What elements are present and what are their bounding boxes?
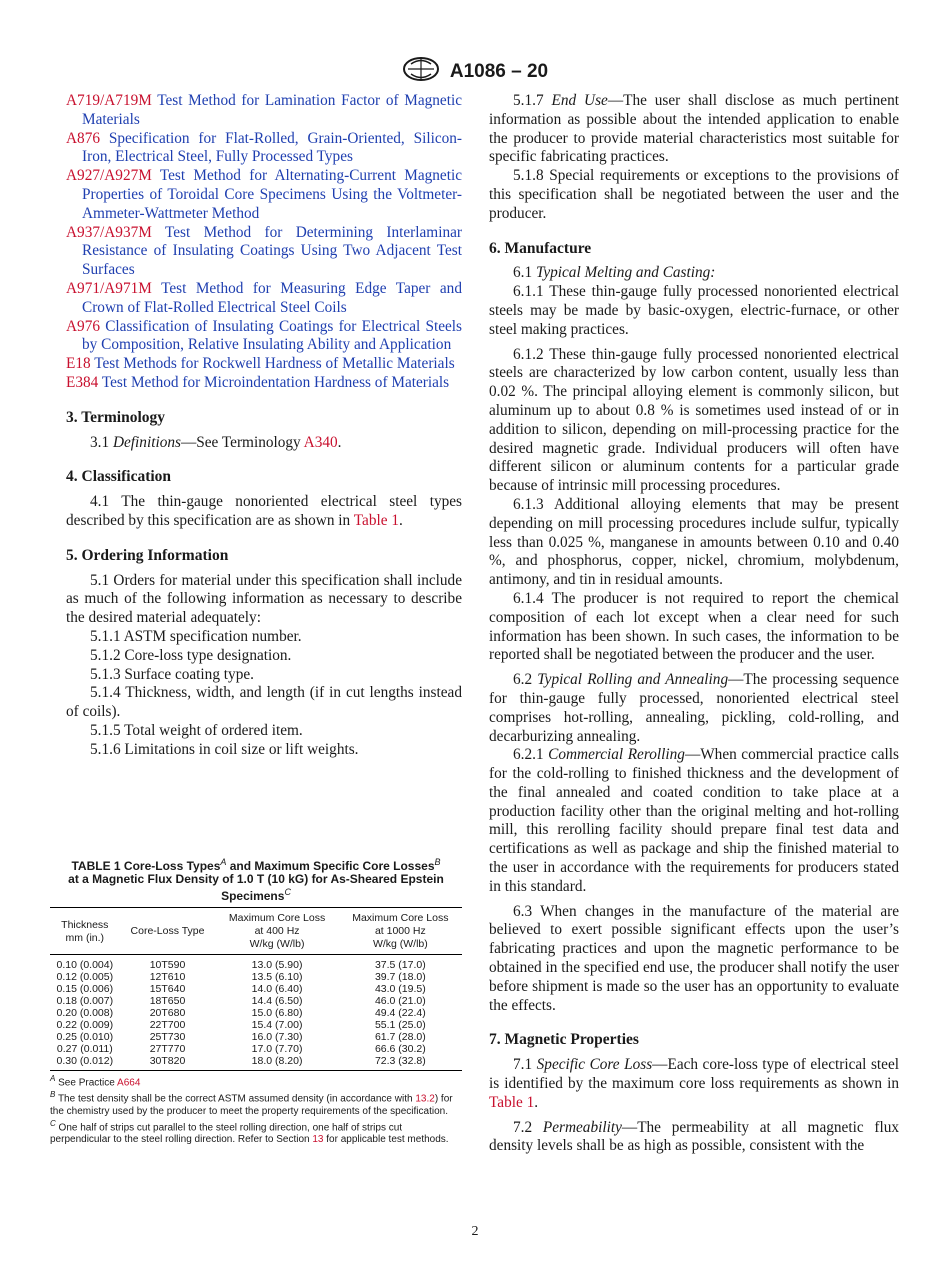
table-cell: 0.30 (0.012) xyxy=(50,1055,120,1071)
table-cell: 15.4 (7.00) xyxy=(251,1019,303,1031)
table-link[interactable]: Table 1 xyxy=(489,1093,535,1111)
table-cell: 72.3 (32.8) xyxy=(339,1055,462,1071)
designation: A1086 – 20 xyxy=(449,60,549,82)
table-cell: 14.4 (6.50) xyxy=(251,995,303,1007)
table-cell: 61.7 (28.0) xyxy=(374,1031,426,1043)
ref-code-link[interactable]: E18 xyxy=(66,355,91,373)
list-item: 5.1.1 ASTM specification number. xyxy=(90,627,302,645)
table-row xyxy=(50,1019,462,1031)
table-cell: 0.18 (0.007) xyxy=(56,995,114,1007)
ref-title-link[interactable]: Test Method for Lamination Factor of Magnetic Materials xyxy=(82,92,462,128)
ref-item xyxy=(66,224,462,280)
ref-title-link[interactable]: Classification of Insulating Coatings for Electrical Steels by Composition, Relative Insulating Ability and Application xyxy=(82,317,462,354)
table-cell: 0.10 (0.004) xyxy=(56,959,114,971)
table-cell: 18T650 xyxy=(149,995,186,1007)
column-header: Core-Loss Type xyxy=(120,908,216,955)
paragraph: 6.1.3 Additional alloying elements that may be present depending on mill processing procedures include sulfur, typically less than 0.025 %, manganese in amounts between 0.10 and 0.40 %, and phosphorus, copper, nickel, chromium, molybdenum, antimony, and tin in residual amounts. xyxy=(489,495,899,589)
table-cell: 20T680 xyxy=(149,1007,186,1019)
ref-code-link[interactable]: A876 xyxy=(66,129,100,147)
ref-link[interactable]: A340 xyxy=(303,433,338,451)
list-item: 5.1.6 Limitations in coil size or lift weights. xyxy=(90,740,359,758)
table-cell: 30T820 xyxy=(120,1055,216,1071)
paragraph: 6.1.2 These thin-gauge fully processed nonoriented electrical steels are characterized by low carbon content, usually less than 0.02 %. The principal alloying element is commonly silicon, but aluminum up to about 0.8 % is sometimes used instead of or in addition to silicon, depending on mill-processing practice for the desired magnetic grade. Individual producers will often have different silicon or aluminum contents for a particular grade because of intrinsic mill processing procedures. xyxy=(489,345,899,495)
core-loss-table xyxy=(50,907,462,1071)
ref-title-link[interactable]: Specification for Flat-Rolled, Grain-Oriented, Silicon-Iron, Electrical Steel, Fully Processed Types xyxy=(82,129,463,166)
table-row xyxy=(50,1007,462,1019)
table-cell: 0.20 (0.008) xyxy=(56,1007,114,1019)
table-1 xyxy=(50,856,462,1146)
section-link[interactable]: 13 xyxy=(312,1133,324,1145)
table-cell: 66.6 (30.2) xyxy=(374,1043,426,1055)
ref-link[interactable]: A664 xyxy=(117,1077,141,1089)
table-cell: 17.0 (7.70) xyxy=(251,1043,303,1055)
table-cell: 27T770 xyxy=(149,1043,186,1055)
table-cell: 0.22 (0.009) xyxy=(56,1019,114,1031)
table-cell: 39.7 (18.0) xyxy=(374,971,426,983)
section-heading: 6. Manufacture xyxy=(489,239,592,257)
table-cell: 22T700 xyxy=(149,1019,186,1031)
ref-item xyxy=(66,355,462,374)
list-item: 5.1.3 Surface coating type. xyxy=(90,665,254,683)
paragraph: 6.1 Typical Melting and Casting: xyxy=(513,264,716,282)
paragraph: 4.1 The thin-gauge nonoriented electrical steel types described by this specification are as shown in Table 1. xyxy=(66,493,462,529)
table-row xyxy=(50,971,462,983)
column-header: Thickness mm (in.) xyxy=(50,908,120,955)
paragraph: 6.1.4 The producer is not required to report the chemical composition of each lot except when a clear need for such information has been shown. In such cases, the information to be reported shall be negotiated between the producer and the user. xyxy=(489,589,899,664)
paragraph: 6.2.1 Commercial Rerolling—When commercial practice calls for the cold-rolling to finished thickness and the development of the final annealed and coated condition to take place at a production facility other than the original melting and hot-rolling mill, this rerolling facility should prepare final test data and certifications as well as package and ship the finished material to the user in accordance with the requirements for producers stated in this standard. xyxy=(489,746,899,895)
ref-item xyxy=(66,130,462,168)
table-cell: 10T590 xyxy=(149,959,186,971)
paragraph: 6.3 When changes in the manufacture of the material are believed to exert possible significant effects upon the user’s fabricating practices and upon the magnetic performance to be obtained in the specified end use, the producer shall notify the user before shipment is made so the user has an opportunity to evaluate the effects. xyxy=(489,902,899,1014)
table-cell: 25T730 xyxy=(149,1031,186,1043)
table-cell: 0.15 (0.006) xyxy=(56,983,114,995)
paragraph: 3.1 Definitions—See Terminology A340. xyxy=(90,433,342,451)
table-cell: 13.0 (5.90) xyxy=(251,959,303,971)
ref-item xyxy=(66,318,462,356)
paragraph: 5.1.7 End Use—The user shall disclose as much pertinent information as possible about the intended application to enable the producer to provide material characteristics most suitable for specific fabricating practices. xyxy=(489,92,899,166)
paragraph: 7.2 Permeability—The permeability at all magnetic flux density levels shall be as high as possible, consistent with the xyxy=(489,1118,900,1155)
list-item: 5.1.5 Total weight of ordered item. xyxy=(90,721,303,739)
list-item: 5.1.2 Core-loss type designation. xyxy=(90,646,292,664)
referenced-documents xyxy=(66,92,462,393)
table-row xyxy=(50,995,462,1007)
table-link[interactable]: Table 1 xyxy=(353,511,399,529)
section-heading: 5. Ordering Information xyxy=(66,546,229,564)
paragraph: 5.1.8 Special requirements or exceptions to the provisions of this specification shall be negotiated between the user and the producer. xyxy=(489,167,899,222)
table-cell: 15.0 (6.80) xyxy=(251,1007,303,1019)
ref-title-link[interactable]: Test Method for Determining Interlaminar Resistance of Insulating Coatings Using Two Adjacent Test Surfaces xyxy=(82,223,462,279)
section-link[interactable]: 13.2 xyxy=(415,1093,435,1105)
right-column xyxy=(489,92,899,1156)
table-cell: 13.5 (6.10) xyxy=(251,971,303,983)
table-note: $^C$ One half of strips cut parallel to the steel rolling direction, one half of strips cut perpendicular to the steel rolling direction. Refer to Section 13 for applicable test methods. xyxy=(50,1118,449,1145)
ref-title-link[interactable]: Test Method for Measuring Edge Taper and Crown of Flat-Rolled Electrical Steel Coils xyxy=(82,279,462,316)
paragraph: 5.1 Orders for material under this specification shall include as much of the following information as necessary to describe the desired material adequately: xyxy=(66,571,462,627)
table-cell: 12T610 xyxy=(149,971,186,983)
paragraph: 6.1.1 These thin-gauge fully processed nonoriented electrical steels may be made by basic-oxygen, electric-furnace, or other steel making practices. xyxy=(489,283,899,338)
table-notes xyxy=(50,1073,462,1146)
list-item: 5.1.4 Thickness, width, and length (if in cut lengths instead of coils). xyxy=(66,684,462,721)
page-number: 2 xyxy=(471,1224,479,1239)
astm-logo xyxy=(402,56,440,87)
column-header: Maximum Core Loss at 400 Hz W/kg (W/lb) xyxy=(215,908,338,955)
table-cell: 16.0 (7.30) xyxy=(251,1031,303,1043)
table-row xyxy=(50,983,462,995)
ref-code-link[interactable]: A937/A937M xyxy=(66,223,152,241)
ref-item xyxy=(66,167,462,223)
table-cell: 46.0 (21.0) xyxy=(374,995,426,1007)
table-row xyxy=(50,1043,462,1055)
table-cell: 37.5 (17.0) xyxy=(374,959,426,971)
table-cell: 15T640 xyxy=(149,983,186,995)
paragraph: 7.1 Specific Core Loss—Each core-loss type of electrical steel is identified by the maximum core loss requirements as shown in Table 1. xyxy=(489,1056,899,1111)
ref-item xyxy=(66,374,462,393)
ref-item xyxy=(66,92,462,130)
ref-title-link[interactable]: Test Method for Microindentation Hardness of Materials xyxy=(101,373,450,391)
table-cell: 0.27 (0.011) xyxy=(56,1043,113,1055)
ref-code-link[interactable]: E384 xyxy=(66,373,99,391)
table-row xyxy=(50,955,462,972)
table-cell: 0.25 (0.010) xyxy=(56,1031,114,1043)
table-cell: 55.1 (25.0) xyxy=(374,1019,426,1031)
table-row xyxy=(50,1055,462,1071)
table-cell: 18.0 (8.20) xyxy=(215,1055,338,1071)
section-heading: 3. Terminology xyxy=(66,408,166,426)
ref-title-link[interactable]: Test Methods for Rockwell Hardness of Metallic Materials xyxy=(94,355,455,373)
column-header: Maximum Core Loss at 1000 Hz W/kg (W/lb) xyxy=(339,908,462,955)
ref-code-link[interactable]: A971/A971M xyxy=(66,279,152,297)
section-heading: 4. Classification xyxy=(66,468,172,486)
table-cell: 49.4 (22.4) xyxy=(374,1007,426,1019)
page-header xyxy=(0,56,950,87)
paragraph: 6.2 Typical Rolling and Annealing—The processing sequence for thin-gauge fully processed, nonoriented electrical steel comprises hot-rolling, annealing, pickling, cold-rolling, and decarburizing annealing. xyxy=(489,671,899,745)
ref-title-link[interactable]: Test Method for Alternating-Current Magnetic Properties of Toroidal Core Specimens Using the Voltmeter-Ammeter-Wattmeter Method xyxy=(82,167,462,222)
table-row xyxy=(50,1031,462,1043)
ref-item xyxy=(66,280,462,318)
table-note: $^B$ The test density shall be the correct ASTM assumed density (in accordance with 13.2) for the chemistry used by the producer to meet the property requirements of the specification. xyxy=(50,1090,453,1117)
section-heading: 7. Magnetic Properties xyxy=(489,1031,639,1049)
table-cell: 0.12 (0.005) xyxy=(56,971,114,983)
ref-code-link[interactable]: A976 xyxy=(66,317,100,335)
table-cell: 43.0 (19.5) xyxy=(374,983,426,995)
left-column xyxy=(66,92,462,760)
table-caption: TABLE 1 Core-Loss Types$^A$ and Maximum Specific Core Losses$^B$ at a Magnetic Flux Density of 1.0 T (10 kG) for As-Sheared Epstein Specimens$^C$ xyxy=(68,857,444,903)
ref-code-link[interactable]: A927/A927M xyxy=(66,167,152,185)
table-cell: 14.0 (6.40) xyxy=(251,983,303,995)
table-note: $^A$ See Practice A664 xyxy=(50,1074,141,1089)
ref-code-link[interactable]: A719/A719M xyxy=(66,92,152,109)
table-header-row xyxy=(50,908,462,955)
